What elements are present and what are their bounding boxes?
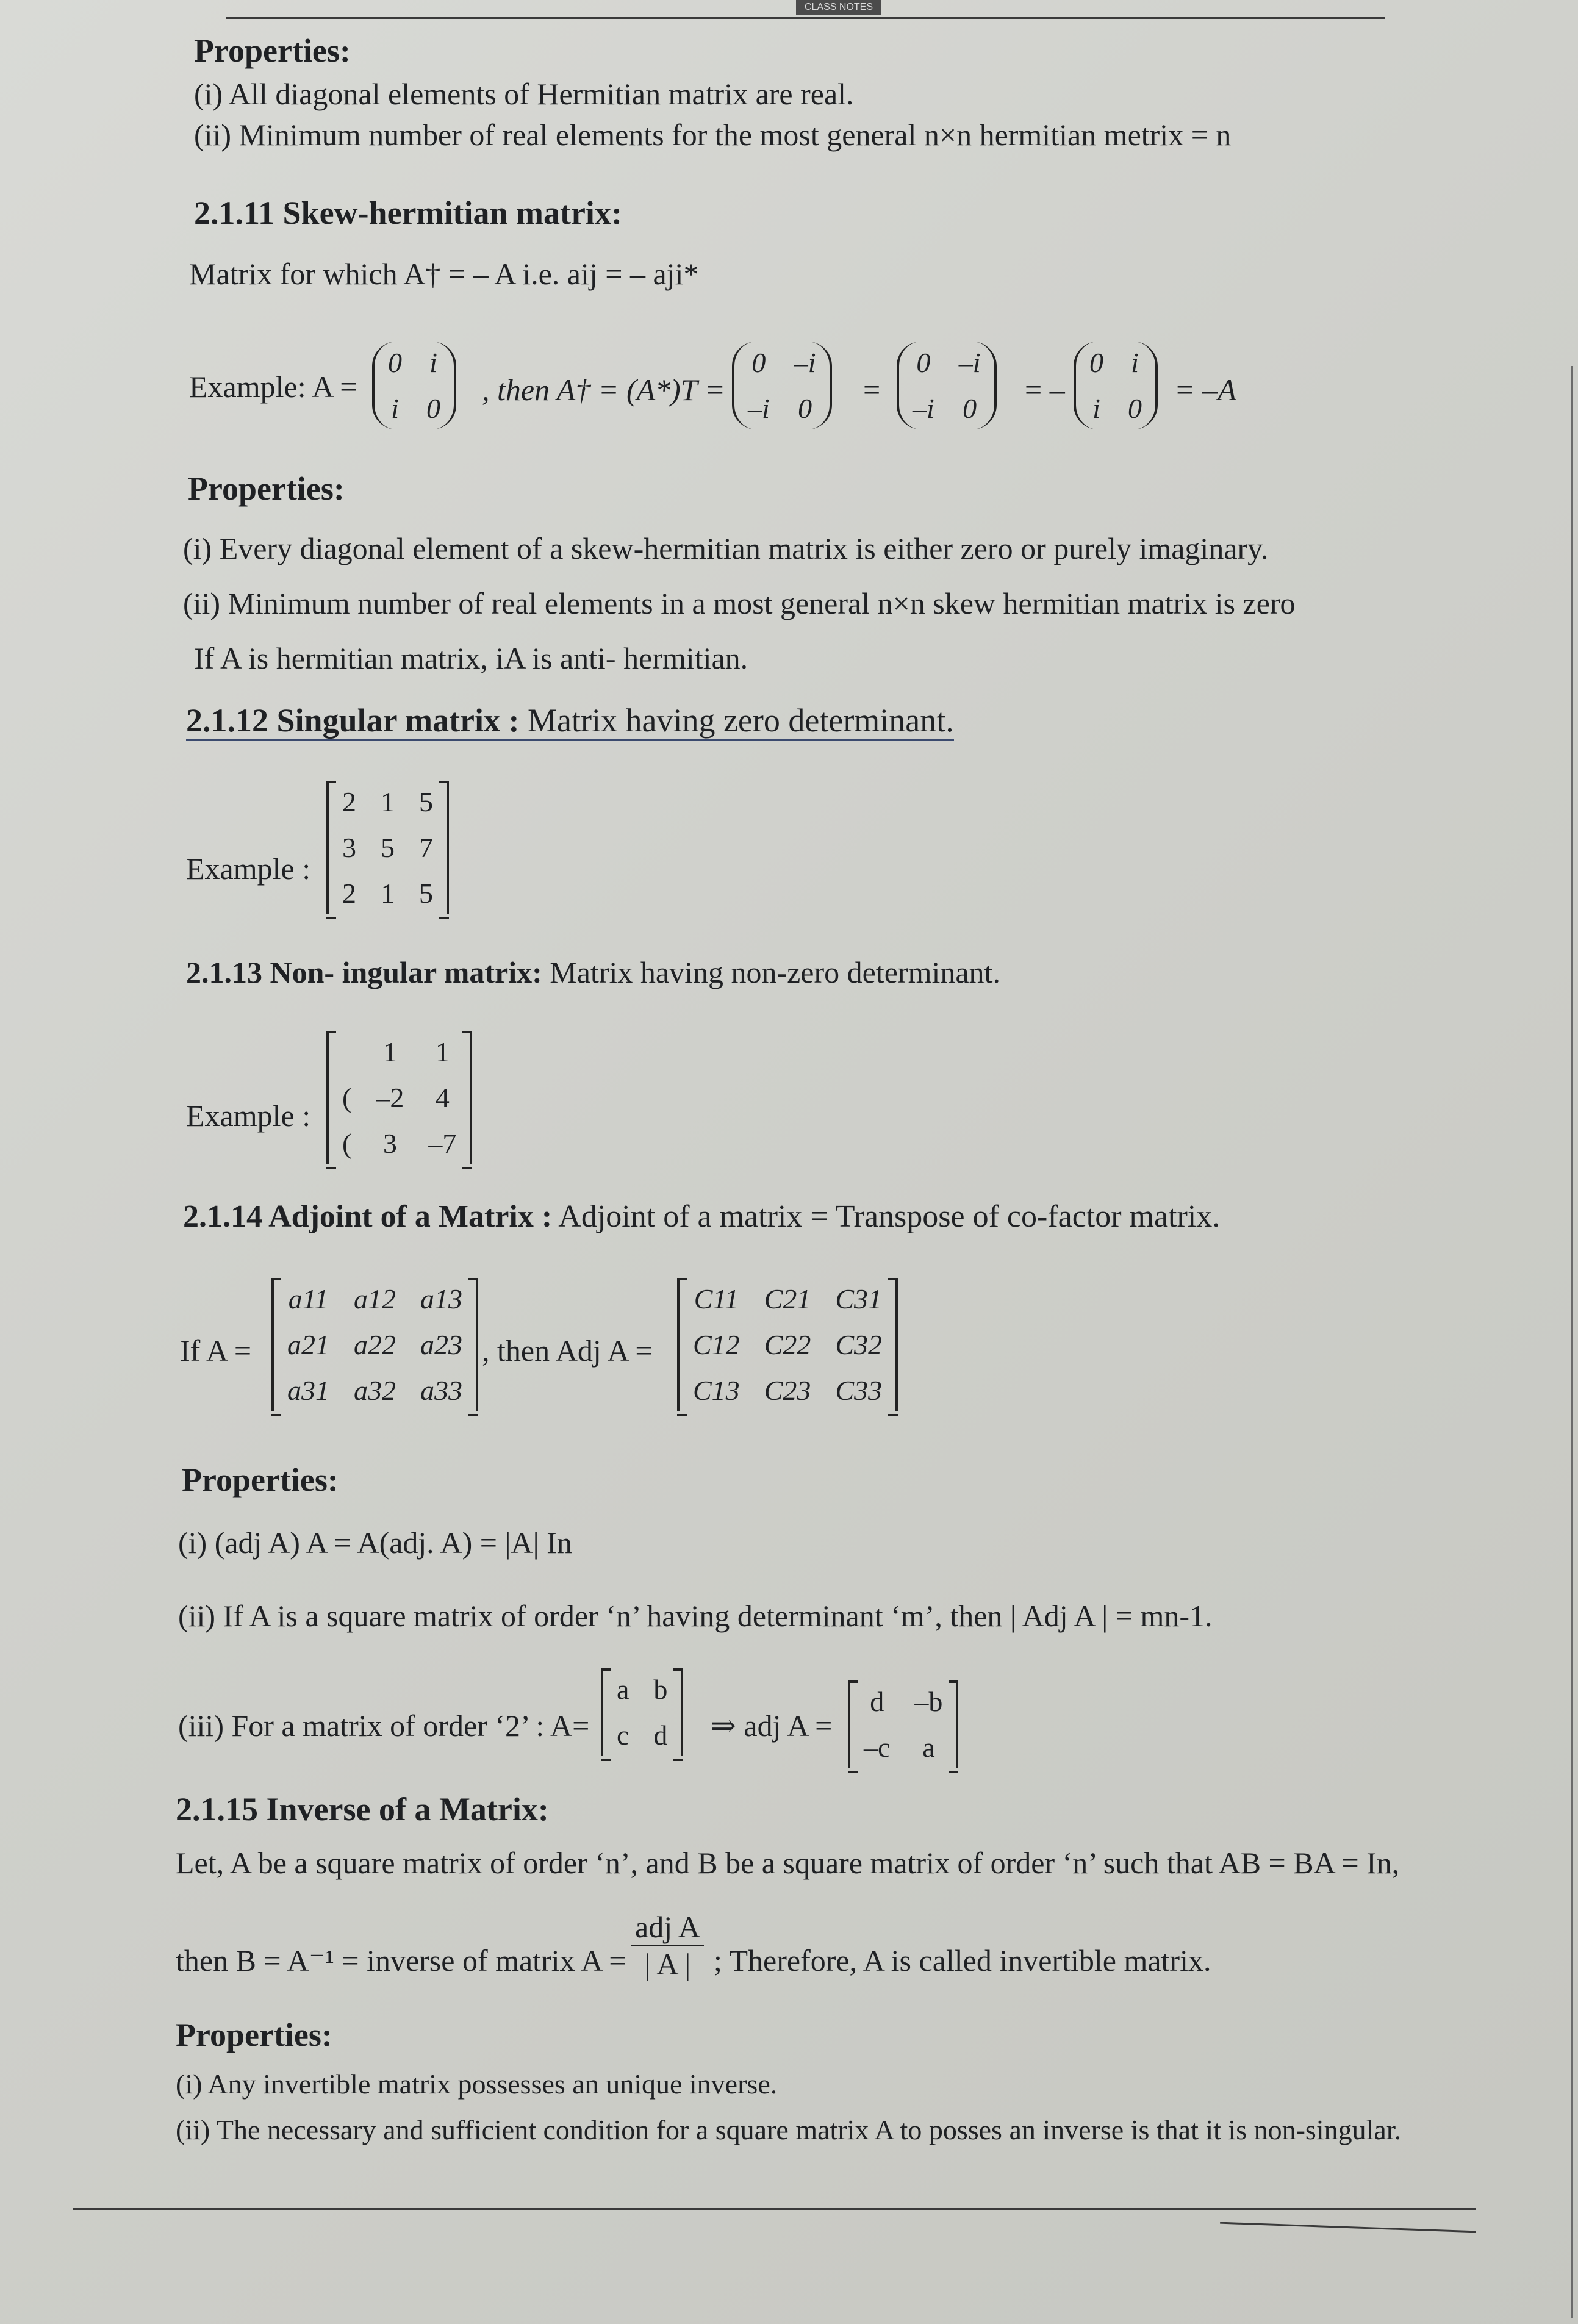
matrix-cell: 5 [381, 832, 395, 863]
adjoint-matrix-adjA [677, 1278, 898, 1411]
matrix-cell: C33 [835, 1375, 883, 1406]
skew-matrix-A [372, 342, 456, 429]
matrix-cell: 0 [751, 347, 766, 378]
matrix-cell: a13 [420, 1283, 462, 1314]
equals-sign: = [863, 373, 881, 407]
matrix-cell: 2 [342, 786, 356, 817]
matrix-cell: i [391, 393, 399, 424]
bottom-rule [73, 2208, 1476, 2210]
matrix-cell: 0 [798, 393, 812, 424]
matrix-cell: 5 [419, 786, 433, 817]
matrix-cell: C23 [764, 1375, 811, 1406]
matrix-cell: –c [864, 1732, 891, 1763]
matrix-cell: 2 [342, 878, 356, 909]
nonsingular-definition: Matrix having non-zero determinant. [542, 955, 1000, 989]
matrix-cell: b [653, 1674, 668, 1705]
matrix-cell: ( [342, 1128, 352, 1159]
section-2-1-11-heading: 2.1.11 Skew-hermitian matrix: [194, 195, 622, 231]
matrix-cell: –b [914, 1686, 943, 1717]
hermitian-property-ii: (ii) Minimum number of real elements for the most general n×n hermitian metrix = n [194, 118, 1232, 152]
inverse-line-2-suffix: ; Therefore, A is called invertible matrix. [714, 1943, 1211, 1978]
matrix-cell: a31 [287, 1375, 329, 1406]
matrix-cell: ( [342, 1082, 352, 1113]
equals-minus-sign: = – [1025, 373, 1065, 407]
singular-heading: 2.1.12 Singular matrix : [186, 702, 520, 741]
matrix-cell: c [617, 1720, 629, 1751]
matrix-cell: 0 [963, 393, 977, 424]
matrix-cell: 1 [381, 878, 395, 909]
nonsingular-example-label: Example : [186, 1099, 311, 1133]
matrix-cell: 0 [388, 347, 402, 378]
skew-matrix-trans [897, 342, 997, 429]
matrix-cell: a23 [420, 1329, 462, 1360]
matrix-cell: d [653, 1720, 668, 1751]
matrix-cell: 0 [426, 393, 440, 424]
matrix-cell: C22 [764, 1329, 811, 1360]
inverse-fraction [631, 1909, 704, 1982]
adjoint-property-iii: (iii) For a matrix of order ‘2’ : A= [178, 1709, 590, 1743]
matrix-cell: 0 [916, 347, 931, 378]
section-2-1-15-heading: 2.1.15 Inverse of a Matrix: [176, 1791, 549, 1827]
skew-example-label: Example: A = [189, 370, 357, 404]
top-rule [226, 17, 1385, 19]
properties-heading-2: Properties: [188, 470, 345, 507]
properties-heading-1: Properties: [194, 32, 351, 69]
matrix-cell: a11 [288, 1283, 329, 1314]
nonsingular-example-matrix [326, 1031, 472, 1164]
right-margin-rule [1571, 366, 1573, 2318]
inverse-line-1: Let, A be a square matrix of order ‘n’, and B be a square matrix of order ‘n’ such that AB = BA = In, [176, 1846, 1400, 1880]
skew-property-ii: (ii) Minimum number of real elements in a most general n×n skew hermitian matrix is zero [183, 586, 1296, 620]
matrix-cell: a22 [354, 1329, 396, 1360]
matrix-cell: 5 [419, 878, 433, 909]
matrix-cell: C21 [764, 1283, 811, 1314]
adjoint-property-i: (i) (adj A) A = A(adj. A) = |A| In [178, 1526, 572, 1560]
matrix-cell: i [1131, 347, 1139, 378]
matrix-cell: 0 [1089, 347, 1103, 378]
matrix-cell: –2 [376, 1082, 404, 1113]
order2-matrix-A [601, 1668, 683, 1756]
matrix-cell: 1 [381, 786, 395, 817]
skew-property-iii: If A is hermitian matrix, iA is anti- hermitian. [194, 641, 748, 675]
matrix-cell: i [1092, 393, 1100, 424]
matrix-cell: 4 [435, 1082, 450, 1113]
header-stamp: CLASS NOTES [796, 0, 881, 15]
matrix-cell: –i [913, 393, 934, 424]
adjoint-property-ii: (ii) If A is a square matrix of order ‘n’ having determinant ‘m’, then | Adj A | = mn-1. [178, 1599, 1213, 1633]
bottom-rule-2 [1220, 2222, 1476, 2233]
matrix-cell: C32 [835, 1329, 883, 1360]
singular-example-matrix [326, 781, 449, 914]
matrix-cell: C12 [693, 1329, 740, 1360]
adjoint-heading: 2.1.14 Adjoint of a Matrix : [183, 1199, 553, 1234]
implies-adjA-text: ⇒ adj A = [711, 1709, 833, 1743]
skew-matrix-conj [732, 342, 832, 429]
skew-then-text: , then A† = (A*)T = [482, 373, 725, 407]
skew-property-i: (i) Every diagonal element of a skew-hermitian matrix is either zero or purely imaginary. [183, 531, 1269, 565]
hermitian-property-i: (i) All diagonal elements of Hermitian matrix are real. [194, 77, 854, 111]
matrix-cell: 0 [1128, 393, 1142, 424]
matrix-cell: –i [958, 347, 981, 378]
adjoint-matrix-A [271, 1278, 478, 1411]
skew-hermitian-definition: Matrix for which A† = – A i.e. aij = – aji* [189, 257, 699, 291]
singular-example-label: Example : [186, 852, 311, 886]
matrix-cell: i [429, 347, 437, 378]
inverse-line-2-prefix: then B = A⁻¹ = inverse of matrix A = [176, 1943, 626, 1978]
adjoint-then-text: , then Adj A = [482, 1333, 653, 1368]
section-2-1-14 [183, 1199, 1220, 1235]
matrix-cell: C31 [835, 1283, 883, 1314]
matrix-cell: a [922, 1732, 935, 1763]
skew-result: = –A [1174, 373, 1236, 407]
fraction-numerator: adj A [631, 1909, 704, 1946]
matrix-cell: a33 [420, 1375, 462, 1406]
matrix-cell: a32 [354, 1375, 396, 1406]
fraction-denominator: | A | [644, 1947, 691, 1981]
matrix-cell: a21 [287, 1329, 329, 1360]
matrix-cell: 7 [419, 832, 433, 863]
inverse-property-i: (i) Any invertible matrix possesses an unique inverse. [176, 2068, 778, 2100]
matrix-cell: a12 [354, 1283, 396, 1314]
matrix-cell: C11 [694, 1283, 739, 1314]
section-2-1-13 [186, 955, 1000, 990]
matrix-cell: –i [794, 347, 816, 378]
inverse-property-ii: (ii) The necessary and sufficient condition for a square matrix A to posses an inverse is that it is non-singular. [176, 2114, 1402, 2145]
matrix-cell: –7 [428, 1128, 457, 1159]
matrix-cell: 3 [382, 1128, 397, 1159]
matrix-cell: –i [748, 393, 770, 424]
matrix-cell: a [617, 1674, 629, 1705]
adjoint-definition: Adjoint of a matrix = Transpose of co-factor matrix. [552, 1199, 1221, 1234]
matrix-cell: 3 [342, 832, 356, 863]
section-2-1-12 [186, 701, 954, 739]
matrix-cell: d [870, 1686, 884, 1717]
matrix-cell: 1 [382, 1036, 397, 1067]
matrix-cell: 1 [435, 1036, 450, 1067]
skew-matrix-neg [1074, 342, 1158, 429]
properties-heading-4: Properties: [176, 2017, 332, 2053]
singular-definition: Matrix having zero determinant. [520, 702, 954, 741]
adjoint-if-label: If A = [180, 1333, 252, 1368]
order2-matrix-adjA [848, 1680, 958, 1768]
matrix-cell [342, 1036, 351, 1068]
matrix-cell: C13 [693, 1375, 740, 1406]
nonsingular-heading: 2.1.13 Non- ingular matrix: [186, 955, 542, 989]
properties-heading-3: Properties: [182, 1461, 339, 1498]
